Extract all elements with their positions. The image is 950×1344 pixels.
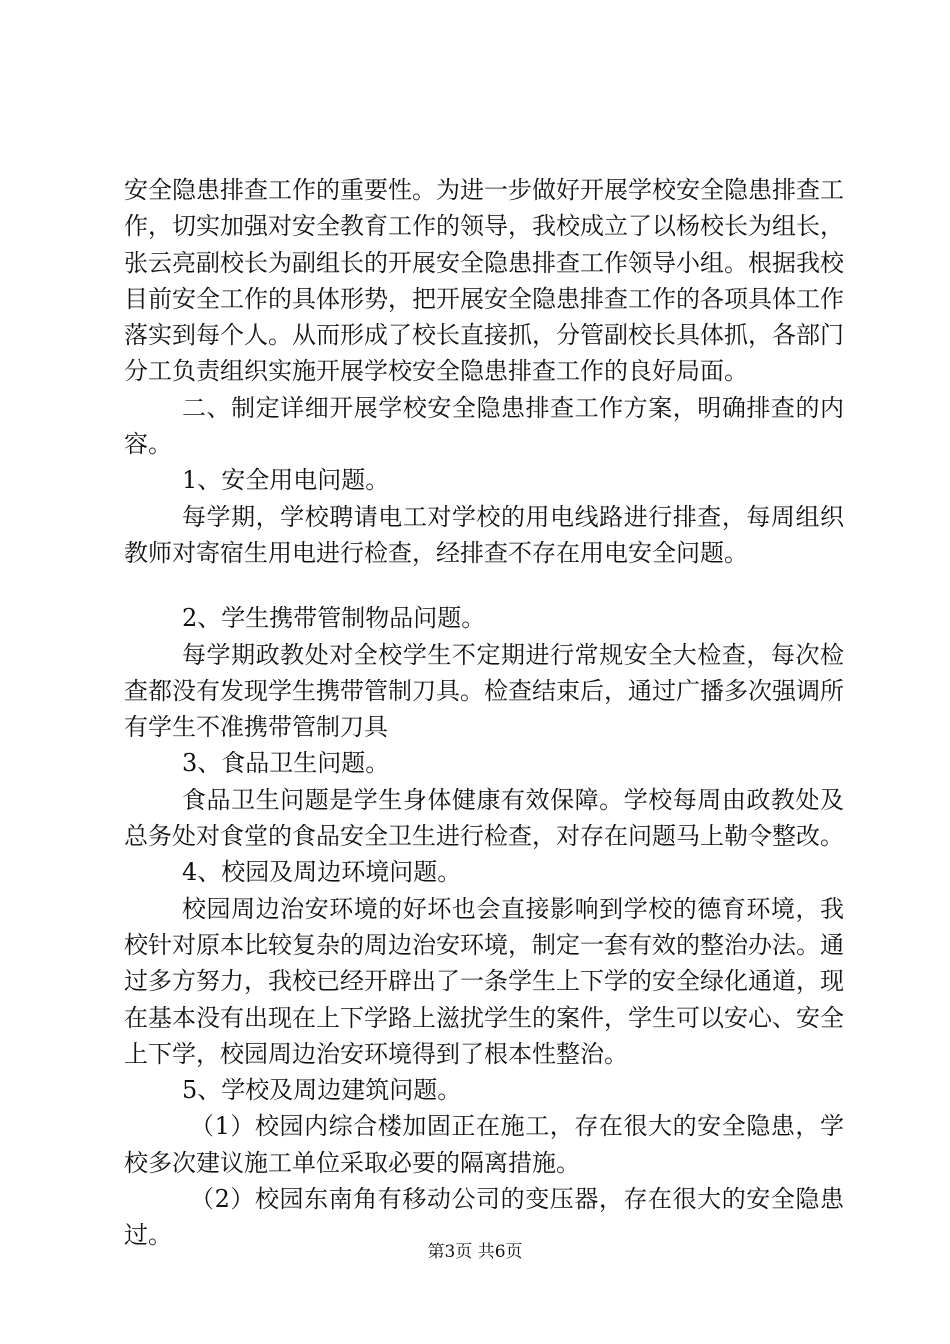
paragraph-controlled-items: 每学期政教处对全校学生不定期进行常规安全大检查，每次检查都没有发现学生携带管制刀具。检查结束后，通过广播多次强调所有学生不准携带管制刀具: [124, 640, 844, 742]
paragraph-leadership-group: 安全隐患排查工作的重要性。为进一步做好开展学校安全隐患排查工作，切实加强对安全教育工作的领导，我校成立了以杨校长为组长，张云亮副校长为副组长的开展安全隐患排查工作领导小组。根据我校目前安全工作的具体形势，把开展安全隐患排查工作的各项具体工作落实到每个人。从而形成了校长直接抓，分管副校长具体抓，各部门分工负责组织实施开展学校安全隐患排查工作的良好局面。: [124, 176, 844, 386]
paragraph-food-hygiene: 食品卫生问题是学生身体健康有效保障。学校每周由政教处及总务处对食堂的食品安全卫生进行检查，对存在问题马上勒令整改。: [124, 785, 844, 851]
heading-section-two: 二、制定详细开展学校安全隐患排查工作方案，明确排查的内容。: [124, 393, 844, 459]
item-heading-controlled-items: 2、学生携带管制物品问题。: [182, 604, 486, 633]
item-heading-food-hygiene: 3、食品卫生问题。: [182, 749, 390, 778]
paragraph-building-reinforcement: （1）校园内综合楼加固正在施工，存在很大的安全隐患，学校多次建议施工单位采取必要的隔离措施。: [124, 1112, 844, 1177]
paragraph-transformer: （2）校园东南角有移动公司的变压器，存在很大的安全隐患过。: [124, 1185, 844, 1250]
item-heading-electricity: 1、安全用电问题。: [182, 466, 390, 495]
blank-line: [124, 571, 844, 600]
page-footer: 第3页 共6页: [427, 1242, 523, 1262]
item-heading-buildings: 5、学校及周边建筑问题。: [182, 1076, 462, 1105]
paragraph-electricity: 每学期，学校聘请电工对学校的用电线路进行排查，每周组织教师对寄宿生用电进行检查，经排查不存在用电安全问题。: [124, 502, 844, 567]
document-body: [124, 172, 844, 1254]
item-heading-campus-environment: 4、校园及周边环境问题。: [182, 858, 462, 887]
paragraph-campus-environment: 校园周边治安环境的好坏也会直接影响到学校的德育环境，我校针对原本比较复杂的周边治安环境，制定一套有效的整治办法。通过多方努力，我校已经开辟出了一条学生上下学的安全绿化通道，现在基本没有出现在上下学路上滋扰学生的案件，学生可以安心、安全上下学，校园周边治安环境得到了根本性整治。: [124, 894, 844, 1068]
